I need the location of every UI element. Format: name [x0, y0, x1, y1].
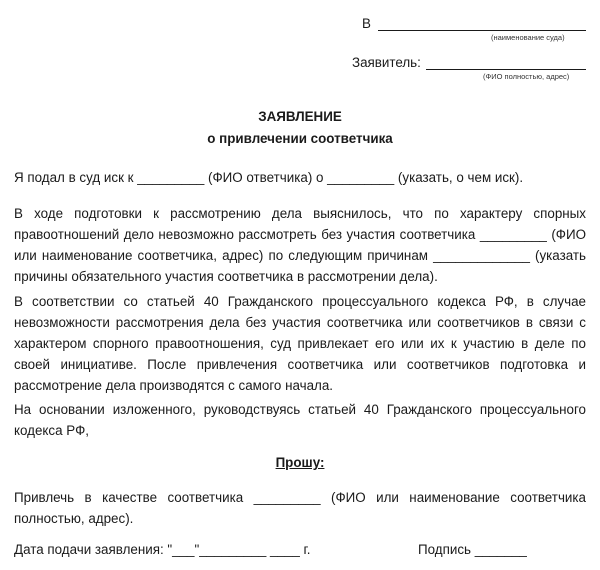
paragraph-law-reference — [14, 291, 586, 396]
paragraph-line: Я подал в суд иск к _________ (ФИО ответчика) о _________ (указать, о чем иск). — [14, 170, 524, 185]
applicant-blank — [426, 69, 586, 70]
paragraph-line: рассмотрение дела производятся с самого начала. — [14, 378, 334, 393]
filing-date-field: Дата подачи заявления: "___"_________ ____ г. — [14, 542, 311, 557]
paragraph-claim — [14, 167, 586, 188]
paragraph-preparation — [14, 203, 586, 287]
paragraph-line: На основании изложенного, руководствуясь статьей 40 Гражданского процессуального — [14, 402, 586, 417]
court-prefix: В — [362, 16, 371, 31]
paragraph-line: причины обязательного участия соответчика в рассмотрении дела). — [14, 269, 438, 284]
paragraph-basis — [14, 399, 586, 441]
applicant-prefix: Заявитель: — [352, 55, 421, 70]
paragraph-line: полностью, адрес). — [14, 511, 134, 526]
paragraph-line: своей инициативе. После привлечения соответчика или соответчиков подготовка и — [14, 357, 586, 372]
paragraph-line: кодекса РФ, — [14, 423, 89, 438]
paragraph-request — [14, 487, 586, 529]
paragraph-line: характером спорного правоотношения, суд привлекает его или их к участию в деле по — [14, 336, 586, 351]
paragraph-line: невозможности рассмотрения дела без участия соответчика или соответчиков в связи с — [14, 315, 586, 330]
paragraph-line: правоотношений дело невозможно рассмотреть без участия соответчика _________ (ФИО — [14, 227, 586, 242]
court-name-blank — [378, 30, 586, 31]
document-subtitle: о привлечении соответчика — [207, 131, 393, 146]
court-caption: (наименование суда) — [491, 33, 565, 42]
signature-field: Подпись _______ — [418, 542, 527, 557]
paragraph-line: В соответствии со статьей 40 Гражданского процессуального кодекса РФ, в случае — [14, 294, 586, 309]
paragraph-line: Привлечь в качестве соответчика _________ (ФИО или наименование соответчика — [14, 490, 586, 505]
paragraph-line: В ходе подготовки к рассмотрению дела выяснилось, что по характеру спорных — [14, 206, 586, 221]
paragraph-line: или наименование соответчика, адрес) по следующим причинам _____________ (указать — [14, 248, 586, 263]
applicant-caption: (ФИО полностью, адрес) — [483, 72, 570, 81]
document-title: ЗАЯВЛЕНИЕ — [258, 109, 342, 124]
request-heading: Прошу: — [275, 455, 325, 470]
